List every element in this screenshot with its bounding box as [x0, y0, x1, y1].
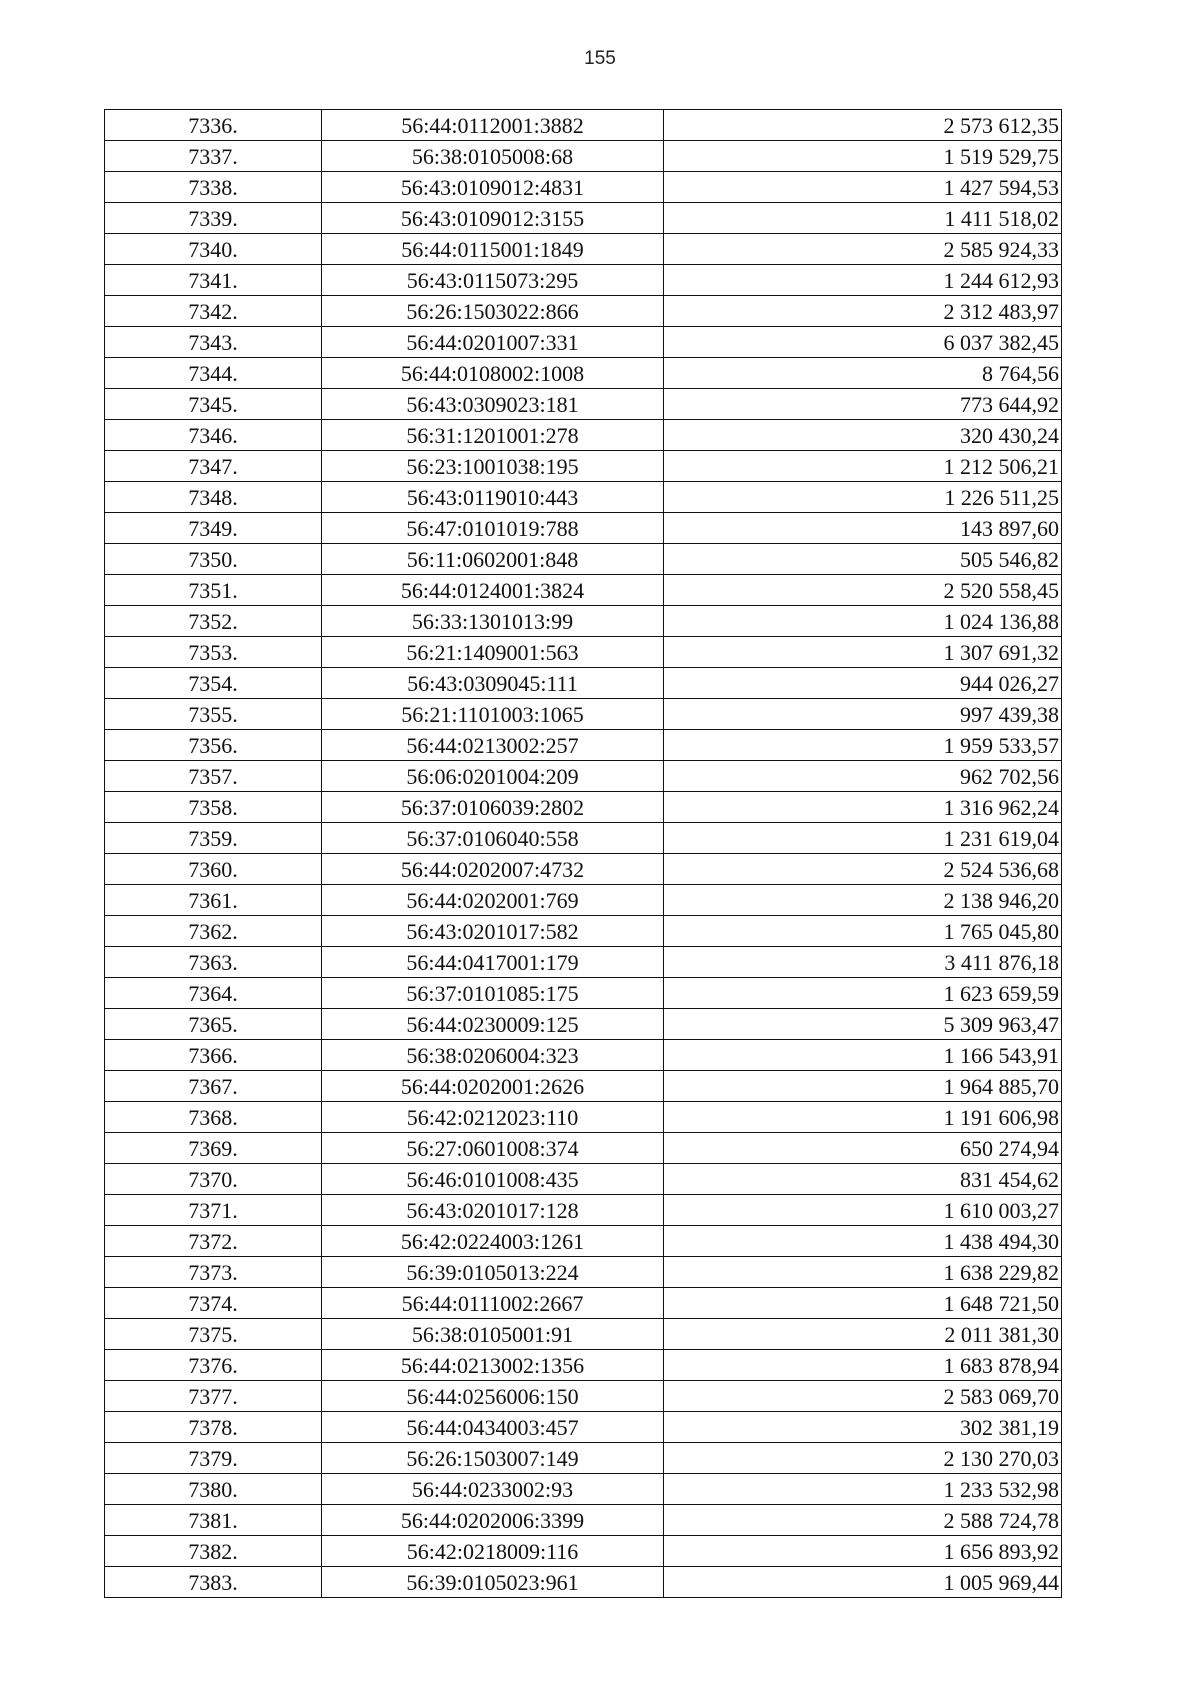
cadastral-value-cell: 1 427 594,53 — [664, 172, 1062, 203]
cadastral-number-cell: 56:42:0224003:1261 — [322, 1226, 664, 1257]
cadastral-value-table — [104, 109, 1062, 1598]
row-number-cell: 7374. — [105, 1288, 322, 1319]
row-number-cell: 7351. — [105, 575, 322, 606]
cadastral-number-cell: 56:38:0105001:91 — [322, 1319, 664, 1350]
row-number-cell: 7370. — [105, 1164, 322, 1195]
table-row — [105, 203, 1062, 234]
table-row — [105, 1505, 1062, 1536]
cadastral-value-cell: 997 439,38 — [664, 699, 1062, 730]
table-row — [105, 1164, 1062, 1195]
table-row — [105, 1195, 1062, 1226]
cadastral-value-cell: 1 307 691,32 — [664, 637, 1062, 668]
cadastral-number-cell: 56:44:0213002:1356 — [322, 1350, 664, 1381]
row-number-cell: 7347. — [105, 451, 322, 482]
table-row — [105, 668, 1062, 699]
cadastral-value-cell: 1 765 045,80 — [664, 916, 1062, 947]
table-row — [105, 1288, 1062, 1319]
row-number-cell: 7349. — [105, 513, 322, 544]
cadastral-number-cell: 56:44:0417001:179 — [322, 947, 664, 978]
table-row — [105, 1226, 1062, 1257]
cadastral-value-cell: 505 546,82 — [664, 544, 1062, 575]
cadastral-number-cell: 56:27:0601008:374 — [322, 1133, 664, 1164]
cadastral-number-cell: 56:44:0202001:769 — [322, 885, 664, 916]
table-row — [105, 389, 1062, 420]
cadastral-number-cell: 56:44:0233002:93 — [322, 1474, 664, 1505]
table-row — [105, 482, 1062, 513]
table-row — [105, 916, 1062, 947]
row-number-cell: 7348. — [105, 482, 322, 513]
cadastral-value-cell: 1 623 659,59 — [664, 978, 1062, 1009]
table-row — [105, 513, 1062, 544]
cadastral-number-cell: 56:44:0115001:1849 — [322, 234, 664, 265]
table-row — [105, 1567, 1062, 1598]
cadastral-value-cell: 1 212 506,21 — [664, 451, 1062, 482]
cadastral-value-cell: 1 233 532,98 — [664, 1474, 1062, 1505]
table-row — [105, 1040, 1062, 1071]
row-number-cell: 7368. — [105, 1102, 322, 1133]
cadastral-value-cell: 2 138 946,20 — [664, 885, 1062, 916]
cadastral-value-cell: 2 011 381,30 — [664, 1319, 1062, 1350]
cadastral-number-cell: 56:38:0105008:68 — [322, 141, 664, 172]
table-row — [105, 296, 1062, 327]
row-number-cell: 7344. — [105, 358, 322, 389]
cadastral-number-cell: 56:06:0201004:209 — [322, 761, 664, 792]
cadastral-value-cell: 773 644,92 — [664, 389, 1062, 420]
cadastral-number-cell: 56:44:0434003:457 — [322, 1412, 664, 1443]
table-body — [105, 110, 1062, 1598]
cadastral-value-cell: 1 648 721,50 — [664, 1288, 1062, 1319]
cadastral-number-cell: 56:44:0112001:3882 — [322, 110, 664, 141]
page-number: 155 — [584, 48, 616, 69]
table-row — [105, 606, 1062, 637]
cadastral-number-cell: 56:44:0213002:257 — [322, 730, 664, 761]
table-row — [105, 1102, 1062, 1133]
cadastral-number-cell: 56:43:0109012:3155 — [322, 203, 664, 234]
cadastral-number-cell: 56:37:0106039:2802 — [322, 792, 664, 823]
cadastral-value-cell: 2 312 483,97 — [664, 296, 1062, 327]
table-row — [105, 761, 1062, 792]
cadastral-value-cell: 1 231 619,04 — [664, 823, 1062, 854]
row-number-cell: 7361. — [105, 885, 322, 916]
cadastral-number-cell: 56:44:0256006:150 — [322, 1381, 664, 1412]
row-number-cell: 7359. — [105, 823, 322, 854]
cadastral-value-cell: 5 309 963,47 — [664, 1009, 1062, 1040]
cadastral-value-cell: 1 316 962,24 — [664, 792, 1062, 823]
table-row — [105, 1350, 1062, 1381]
cadastral-number-cell: 56:44:0230009:125 — [322, 1009, 664, 1040]
row-number-cell: 7346. — [105, 420, 322, 451]
row-number-cell: 7352. — [105, 606, 322, 637]
row-number-cell: 7373. — [105, 1257, 322, 1288]
cadastral-value-cell: 1 226 511,25 — [664, 482, 1062, 513]
row-number-cell: 7375. — [105, 1319, 322, 1350]
cadastral-number-cell: 56:43:0309045:111 — [322, 668, 664, 699]
cadastral-number-cell: 56:39:0105013:224 — [322, 1257, 664, 1288]
row-number-cell: 7369. — [105, 1133, 322, 1164]
cadastral-value-cell: 1 191 606,98 — [664, 1102, 1062, 1133]
table-row — [105, 1412, 1062, 1443]
row-number-cell: 7362. — [105, 916, 322, 947]
row-number-cell: 7340. — [105, 234, 322, 265]
row-number-cell: 7364. — [105, 978, 322, 1009]
row-number-cell: 7379. — [105, 1443, 322, 1474]
table-row — [105, 1133, 1062, 1164]
cadastral-value-cell: 650 274,94 — [664, 1133, 1062, 1164]
table-row — [105, 110, 1062, 141]
cadastral-value-cell: 1 959 533,57 — [664, 730, 1062, 761]
cadastral-value-cell: 6 037 382,45 — [664, 327, 1062, 358]
row-number-cell: 7338. — [105, 172, 322, 203]
cadastral-value-cell: 1 411 518,02 — [664, 203, 1062, 234]
table-row — [105, 637, 1062, 668]
cadastral-number-cell: 56:38:0206004:323 — [322, 1040, 664, 1071]
row-number-cell: 7378. — [105, 1412, 322, 1443]
row-number-cell: 7383. — [105, 1567, 322, 1598]
row-number-cell: 7342. — [105, 296, 322, 327]
cadastral-number-cell: 56:37:0106040:558 — [322, 823, 664, 854]
cadastral-number-cell: 56:11:0602001:848 — [322, 544, 664, 575]
row-number-cell: 7341. — [105, 265, 322, 296]
table-row — [105, 451, 1062, 482]
table-row — [105, 358, 1062, 389]
cadastral-value-cell: 831 454,62 — [664, 1164, 1062, 1195]
cadastral-number-cell: 56:44:0124001:3824 — [322, 575, 664, 606]
cadastral-value-cell: 2 585 924,33 — [664, 234, 1062, 265]
cadastral-number-cell: 56:44:0108002:1008 — [322, 358, 664, 389]
cadastral-number-cell: 56:42:0212023:110 — [322, 1102, 664, 1133]
table-row — [105, 1443, 1062, 1474]
cadastral-number-cell: 56:33:1301013:99 — [322, 606, 664, 637]
cadastral-number-cell: 56:26:1503022:866 — [322, 296, 664, 327]
cadastral-number-cell: 56:23:1001038:195 — [322, 451, 664, 482]
cadastral-value-cell: 2 520 558,45 — [664, 575, 1062, 606]
cadastral-number-cell: 56:44:0202001:2626 — [322, 1071, 664, 1102]
row-number-cell: 7358. — [105, 792, 322, 823]
table-row — [105, 730, 1062, 761]
table-row — [105, 1071, 1062, 1102]
cadastral-number-cell: 56:44:0202007:4732 — [322, 854, 664, 885]
cadastral-number-cell: 56:44:0111002:2667 — [322, 1288, 664, 1319]
row-number-cell: 7372. — [105, 1226, 322, 1257]
cadastral-number-cell: 56:21:1409001:563 — [322, 637, 664, 668]
cadastral-value-cell: 1 683 878,94 — [664, 1350, 1062, 1381]
cadastral-value-cell: 2 588 724,78 — [664, 1505, 1062, 1536]
cadastral-value-cell: 2 573 612,35 — [664, 110, 1062, 141]
table-row — [105, 885, 1062, 916]
row-number-cell: 7376. — [105, 1350, 322, 1381]
cadastral-value-cell: 302 381,19 — [664, 1412, 1062, 1443]
cadastral-value-cell: 962 702,56 — [664, 761, 1062, 792]
row-number-cell: 7345. — [105, 389, 322, 420]
cadastral-number-cell: 56:43:0201017:582 — [322, 916, 664, 947]
row-number-cell: 7366. — [105, 1040, 322, 1071]
table-row — [105, 792, 1062, 823]
cadastral-number-cell: 56:47:0101019:788 — [322, 513, 664, 544]
table-row — [105, 575, 1062, 606]
cadastral-number-cell: 56:43:0309023:181 — [322, 389, 664, 420]
cadastral-value-cell: 1 244 612,93 — [664, 265, 1062, 296]
table-row — [105, 172, 1062, 203]
row-number-cell: 7357. — [105, 761, 322, 792]
row-number-cell: 7355. — [105, 699, 322, 730]
table-row — [105, 1009, 1062, 1040]
table-row — [105, 1474, 1062, 1505]
table-row — [105, 1536, 1062, 1567]
cadastral-value-cell: 1 610 003,27 — [664, 1195, 1062, 1226]
cadastral-number-cell: 56:42:0218009:116 — [322, 1536, 664, 1567]
table-row — [105, 265, 1062, 296]
cadastral-value-cell: 143 897,60 — [664, 513, 1062, 544]
row-number-cell: 7360. — [105, 854, 322, 885]
cadastral-value-cell: 8 764,56 — [664, 358, 1062, 389]
cadastral-value-cell: 1 005 969,44 — [664, 1567, 1062, 1598]
cadastral-value-cell: 1 519 529,75 — [664, 141, 1062, 172]
cadastral-number-cell: 56:43:0115073:295 — [322, 265, 664, 296]
table-row — [105, 854, 1062, 885]
table-row — [105, 1319, 1062, 1350]
row-number-cell: 7350. — [105, 544, 322, 575]
table-row — [105, 978, 1062, 1009]
cadastral-value-cell: 2 524 536,68 — [664, 854, 1062, 885]
row-number-cell: 7354. — [105, 668, 322, 699]
cadastral-number-cell: 56:44:0202006:3399 — [322, 1505, 664, 1536]
cadastral-value-cell: 1 438 494,30 — [664, 1226, 1062, 1257]
row-number-cell: 7356. — [105, 730, 322, 761]
cadastral-value-cell: 1 656 893,92 — [664, 1536, 1062, 1567]
table-row — [105, 327, 1062, 358]
table-row — [105, 823, 1062, 854]
table-row — [105, 699, 1062, 730]
cadastral-value-cell: 1 024 136,88 — [664, 606, 1062, 637]
cadastral-value-cell: 320 430,24 — [664, 420, 1062, 451]
cadastral-value-cell: 944 026,27 — [664, 668, 1062, 699]
cadastral-value-cell: 1 964 885,70 — [664, 1071, 1062, 1102]
cadastral-number-cell: 56:37:0101085:175 — [322, 978, 664, 1009]
cadastral-value-cell: 1 638 229,82 — [664, 1257, 1062, 1288]
cadastral-number-cell: 56:43:0201017:128 — [322, 1195, 664, 1226]
row-number-cell: 7380. — [105, 1474, 322, 1505]
row-number-cell: 7381. — [105, 1505, 322, 1536]
cadastral-number-cell: 56:43:0119010:443 — [322, 482, 664, 513]
cadastral-number-cell: 56:46:0101008:435 — [322, 1164, 664, 1195]
table-row — [105, 544, 1062, 575]
table-row — [105, 420, 1062, 451]
row-number-cell: 7353. — [105, 637, 322, 668]
row-number-cell: 7339. — [105, 203, 322, 234]
row-number-cell: 7382. — [105, 1536, 322, 1567]
cadastral-number-cell: 56:43:0109012:4831 — [322, 172, 664, 203]
table-row — [105, 141, 1062, 172]
cadastral-number-cell: 56:39:0105023:961 — [322, 1567, 664, 1598]
row-number-cell: 7363. — [105, 947, 322, 978]
cadastral-value-cell: 2 583 069,70 — [664, 1381, 1062, 1412]
cadastral-value-cell: 1 166 543,91 — [664, 1040, 1062, 1071]
cadastral-number-cell: 56:31:1201001:278 — [322, 420, 664, 451]
cadastral-number-cell: 56:26:1503007:149 — [322, 1443, 664, 1474]
table-row — [105, 234, 1062, 265]
table-row — [105, 1257, 1062, 1288]
cadastral-number-cell: 56:21:1101003:1065 — [322, 699, 664, 730]
row-number-cell: 7365. — [105, 1009, 322, 1040]
row-number-cell: 7343. — [105, 327, 322, 358]
row-number-cell: 7367. — [105, 1071, 322, 1102]
row-number-cell: 7336. — [105, 110, 322, 141]
row-number-cell: 7337. — [105, 141, 322, 172]
row-number-cell: 7377. — [105, 1381, 322, 1412]
cadastral-value-cell: 2 130 270,03 — [664, 1443, 1062, 1474]
table-row — [105, 1381, 1062, 1412]
table-row — [105, 947, 1062, 978]
cadastral-value-cell: 3 411 876,18 — [664, 947, 1062, 978]
row-number-cell: 7371. — [105, 1195, 322, 1226]
cadastral-number-cell: 56:44:0201007:331 — [322, 327, 664, 358]
